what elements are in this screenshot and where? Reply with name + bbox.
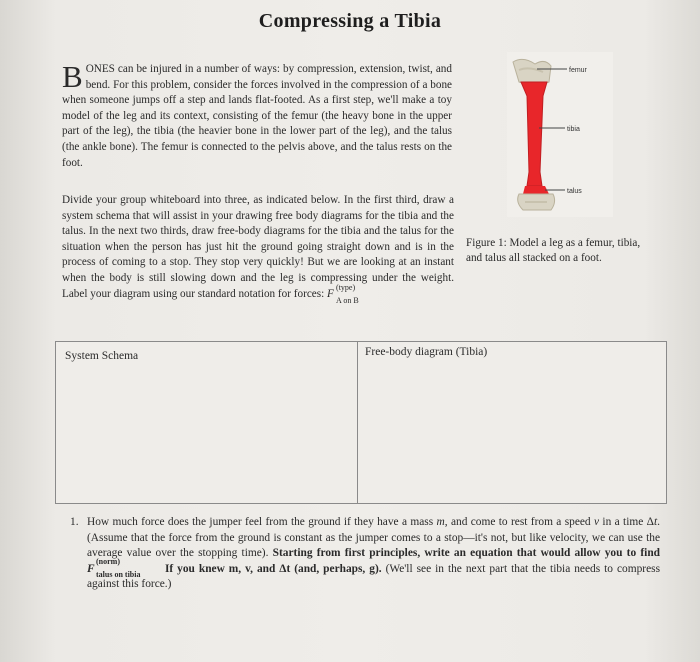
q1-force-symbol [87, 556, 161, 579]
figure-caption: Figure 1: Model a leg as a femur, tibia, and talus all stacked on a foot. [466, 237, 641, 264]
q1-bold-b: If you knew m, v, and Δt (and, perhaps, g). [161, 562, 382, 575]
page-title: Compressing a Tibia [258, 10, 442, 32]
q1-text-e: (We'll see in the next part that the tibia needs to compress against this force.) [87, 562, 660, 591]
q1-text-b: , and come to rest from a speed [444, 516, 594, 528]
q1-var-t: t [653, 516, 658, 528]
box-divider [357, 342, 358, 503]
question-body [87, 515, 660, 593]
q1-bold-a: Starting from first principles, write an equation that would allow you to find [272, 547, 660, 560]
intro-text: ONES can be injured in a number of ways: by compression, extension, twist, and bend. For this problem, consider the forces involved in the compression of a bone when someone jumps off a step and lands flat-footed. As a first step, we'll make a toy model of the leg and its context, consisting of the femur (the heavy bone in the upper part of the leg), the tibia (the heavier bone in the lower part of the leg), and the talus (the ankle bone). The femur is connected to the pelvis above, and the talus rests on the foot. [62, 63, 452, 169]
femur-label: femur [569, 67, 587, 74]
leg-model-figure [505, 52, 615, 217]
q1-var-v: v [593, 516, 600, 528]
q1-text-d: . (Assume that the force from the ground is constant as the jumper comes to a stop—it's not, but like velocity, we can use the average value over the stopping time). [87, 516, 660, 560]
femur-bone [513, 59, 551, 85]
force-notation-symbol [327, 282, 359, 305]
leg-bones-illustration [505, 52, 615, 217]
dropcap: B [62, 59, 83, 94]
force-letter: F [327, 287, 334, 300]
tibia-label: tibia [567, 126, 580, 133]
q1-force-sup: (norm) [96, 556, 120, 566]
q1-force-letter: F [87, 562, 95, 575]
question-number: 1. [70, 516, 79, 528]
free-body-diagram-label: Free-body diagram (Tibia) [365, 346, 488, 358]
instructions-text: Divide your group whiteboard into three, as indicated below. In the first third, draw a system schema that will assist in your drawing free body diagrams for the tibia and the talus. In the next two thirds, draw free-body diagrams for the tibia and the talus for the situation when the person has just hit the ground going straight down and is in the process of coming to a stop. They stop very quickly! But we are looking at an instant when the body is still slowing down and the leg is compressing under the weight. Label your diagram using our standard notation for [62, 194, 454, 300]
whiteboard-boxes [55, 341, 667, 504]
q1-text-c: in a time Δ [599, 516, 654, 528]
q1-var-m: m [436, 516, 445, 528]
forces-label: forces: [293, 287, 325, 300]
system-schema-label: System Schema [65, 350, 139, 362]
force-subscript: A on B [336, 295, 359, 305]
instructions-paragraph [62, 193, 454, 305]
forces-notation [293, 282, 359, 305]
question-1 [70, 515, 660, 593]
q1-force-sub: talus on tibia [96, 569, 141, 579]
talus-label: talus [567, 188, 582, 195]
force-superscript: (type) [336, 282, 356, 292]
q1-text-a: How much force does the jumper feel from the ground if they have a mass [87, 516, 437, 528]
intro-paragraph [62, 59, 452, 171]
